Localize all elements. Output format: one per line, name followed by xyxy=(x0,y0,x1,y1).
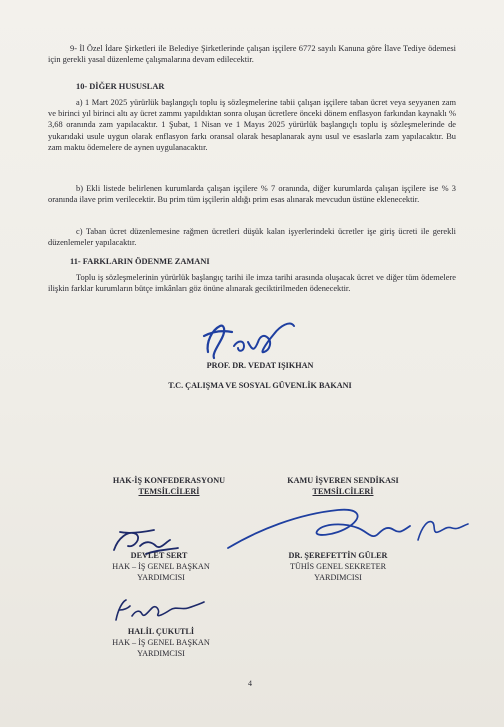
right-rep1-role-line1: TÜHİS GENEL SEKRETER xyxy=(289,562,387,571)
right-party-label: TEMSİLCİLERİ xyxy=(312,487,374,496)
item-11-paragraph: Toplu iş sözleşmelerinin yürürlük başlangıç tarihi ile imza tarihi arasında oluşacak ücret ve diğer tüm ödemelere ilişkin farklar kurumların bütçe imkânları göz önüne alınarak geciktirilmeden ödenecektir. xyxy=(48,273,456,294)
right-rep1-name: DR. ŞEREFETTİN GÜLER xyxy=(288,551,388,560)
halil-cukutli-signature xyxy=(110,596,210,626)
item-10a-paragraph: a) 1 Mart 2025 yürürlük başlangıçlı toplu iş sözleşmelerine tabii çalışan işçilere taban ücret veya seyyanen zam ve birinci yıl birinci altı ay ücret zammı yapıldıktan sonra oluşan ücretlere önceki dönem enflasyon farkından kaynaklı % 3,68 oranında zam yapılacaktır. 1 Şubat, 1 Nisan ve 1 Mayıs 2025 yürürlük başlangıçlı toplu iş sözleşmelerinde de yukarıdaki usule uygun olarak enflasyon farkı oransal olarak hesaplanarak aynı usul ve esaslarla zam yapılacaktır. Bu zam maktu ödemelere de aynen uygulanacaktır. xyxy=(48,98,456,152)
right-party-org: KAMU İŞVEREN SENDİKASI xyxy=(287,476,399,485)
left-party-org: HAK-İŞ KONFEDERASYONU xyxy=(112,476,226,485)
right-rep1-role-line2: YARDIMCISI xyxy=(314,573,362,582)
left-rep2-role-line2: YARDIMCISI xyxy=(137,649,185,658)
item-10b-paragraph: b) Ekli listede belirlenen kurumlarda çalışan işçilere % 7 oranında, diğer kurumlarda çalışan işçilere ise % 3 oranında ilave prim verilecektir. Bu prim tüm işçilerin aldığı prim esas alınarak mevcudun üstüne eklenecektir. xyxy=(48,184,456,205)
left-party-label: TEMSİLCİLERİ xyxy=(138,487,200,496)
minister-name: PROF. DR. VEDAT IŞIKHAN xyxy=(206,361,314,370)
left-rep1-role-line2: YARDIMCISI xyxy=(137,573,185,582)
item-11-heading: 11- FARKLARIN ÖDENME ZAMANI xyxy=(70,257,210,266)
item-10c-paragraph: c) Taban ücret düzenlemesine rağmen ücretleri düşük kalan işyerlerindeki ücretler işe giriş ücreti ile gerekli düzenlemeler yapılacaktır. xyxy=(48,227,456,248)
left-rep2-role-line1: HAK – İŞ GENEL BAŞKAN xyxy=(112,638,210,647)
left-rep2-name: HALİL ÇUKUTLİ xyxy=(127,627,195,636)
item-10-heading: 10- DİĞER HUSUSLAR xyxy=(76,82,165,91)
item-9-paragraph: 9- İl Özel İdare Şirketleri ile Belediye Şirketlerinde çalışan işçilere 6772 sayılı Kanuna göre İlave Tediye ödemesi için gerekli yasal düzenleme çalışmalarına devam edilecektir. xyxy=(48,44,456,65)
minister-title: T.C. ÇALIŞMA VE SOSYAL GÜVENLİK BAKANI xyxy=(168,381,352,390)
left-rep1-role-line1: HAK – İŞ GENEL BAŞKAN xyxy=(112,562,210,571)
page-number: 4 xyxy=(248,679,252,688)
left-rep1-name: DEVLET SERT xyxy=(130,551,188,560)
